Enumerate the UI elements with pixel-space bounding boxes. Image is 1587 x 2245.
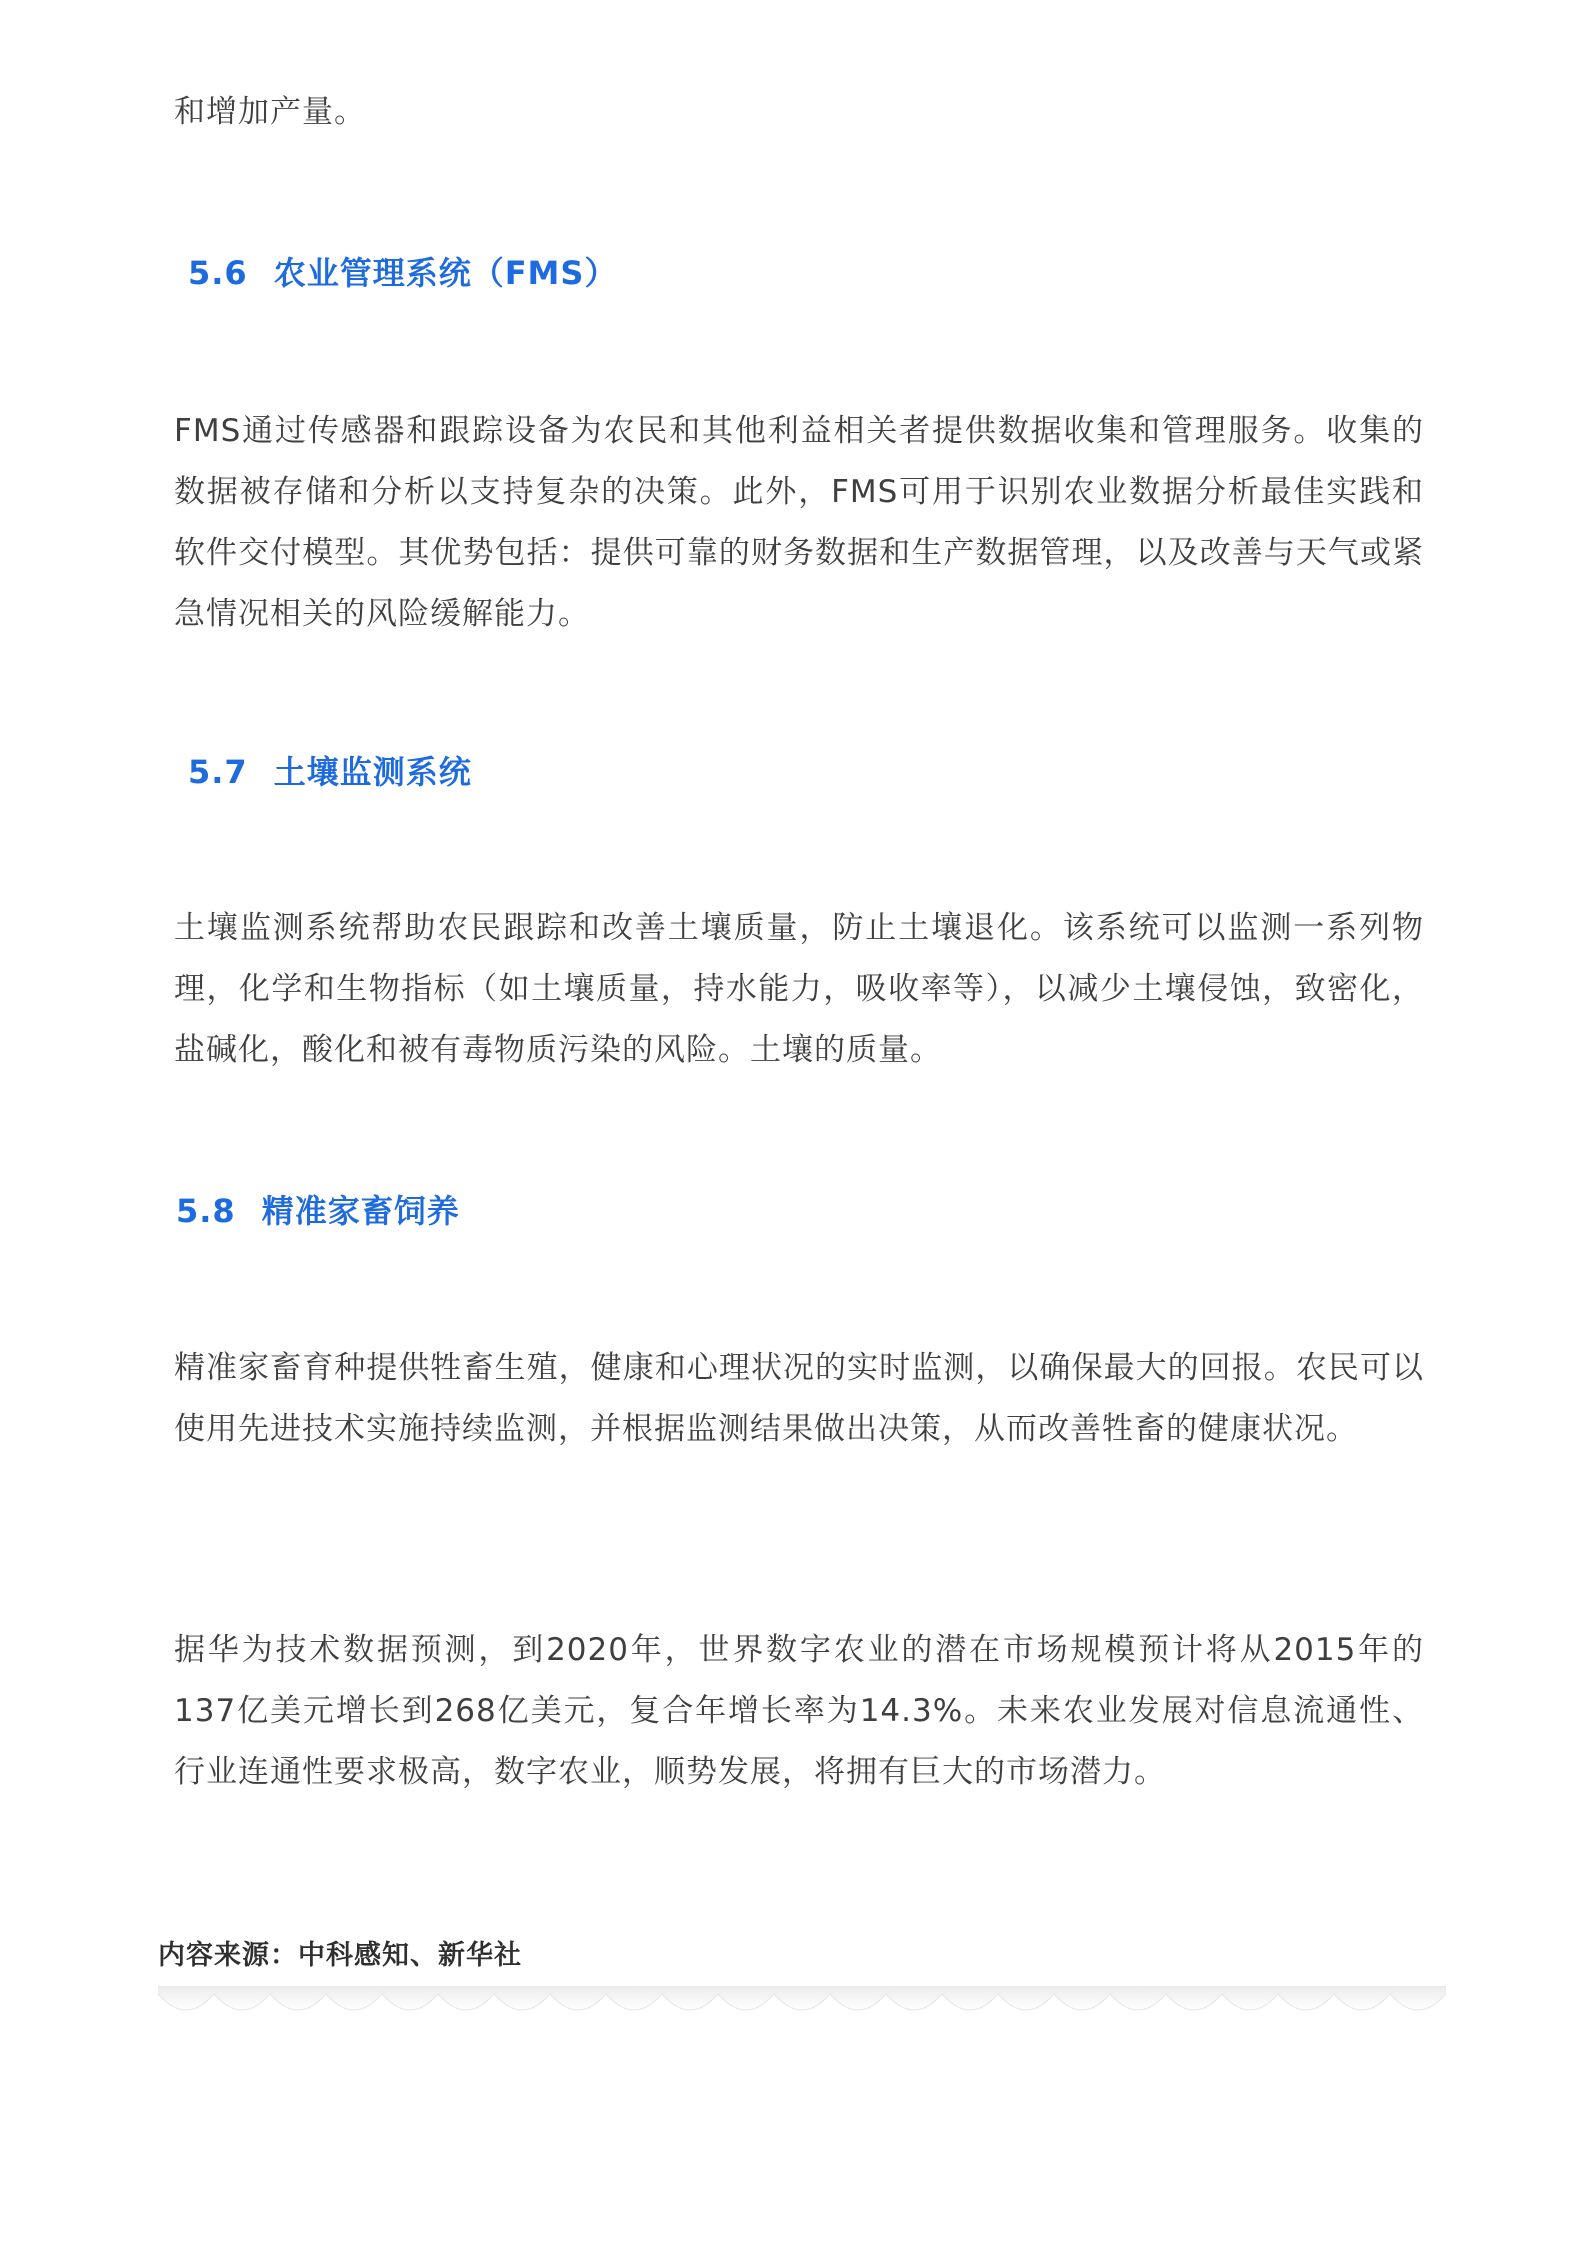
section-5-8-body: 精准家畜育种提供牲畜生殖，健康和心理状况的实时监测，以确保最大的回报。农民可以使用先进技术实施持续监测，并根据监测结果做出决策，从而改善牲畜的健康状况。 <box>174 1350 1424 1447</box>
market-forecast-paragraph: 据华为技术数据预测，到2020年，世界数字农业的潜在市场规模预计将从2015年的137亿美元增长到268亿美元，复合年增长率为14.3%。未来农业发展对信息流通性、行业连通性要求极高，数字农业，顺势发展，将拥有巨大的市场潜力。 <box>174 1632 1424 1790</box>
section-5-8-title: 精准家畜饲养 <box>261 1192 460 1230</box>
section-5-6-heading <box>188 248 617 294</box>
section-5-6-number: 5.6 <box>188 254 248 292</box>
section-5-6-body: FMS通过传感器和跟踪设备为农民和其他利益相关者提供数据收集和管理服务。收集的数据被存储和分析以支持复杂的决策。此外，FMS可用于识别农业数据分析最佳实践和软件交付模型。其优势包括：提供可靠的财务数据和生产数据管理，以及改善与天气或紧急情况相关的风险缓解能力。 <box>174 413 1424 632</box>
intro-tail-paragraph: 和增加产量。 <box>174 94 366 130</box>
section-5-7-number: 5.7 <box>188 753 248 791</box>
content-source-label: 内容来源：中科感知、新华社 <box>158 1940 522 1971</box>
section-5-7-title: 土壤监测系统 <box>273 753 472 791</box>
section-5-8-number: 5.8 <box>176 1192 236 1230</box>
section-5-8-heading <box>176 1186 460 1232</box>
section-5-7-heading <box>188 747 472 793</box>
section-5-7-body: 土壤监测系统帮助农民跟踪和改善土壤质量，防止土壤退化。该系统可以监测一系列物理，化学和生物指标（如土壤质量，持水能力，吸收率等），以减少土壤侵蚀，致密化，盐碱化，酸化和被有毒物质污染的风险。土壤的质量。 <box>174 910 1424 1068</box>
section-5-6-title: 农业管理系统（FMS） <box>273 254 618 292</box>
scallop-divider <box>158 1986 1446 2030</box>
